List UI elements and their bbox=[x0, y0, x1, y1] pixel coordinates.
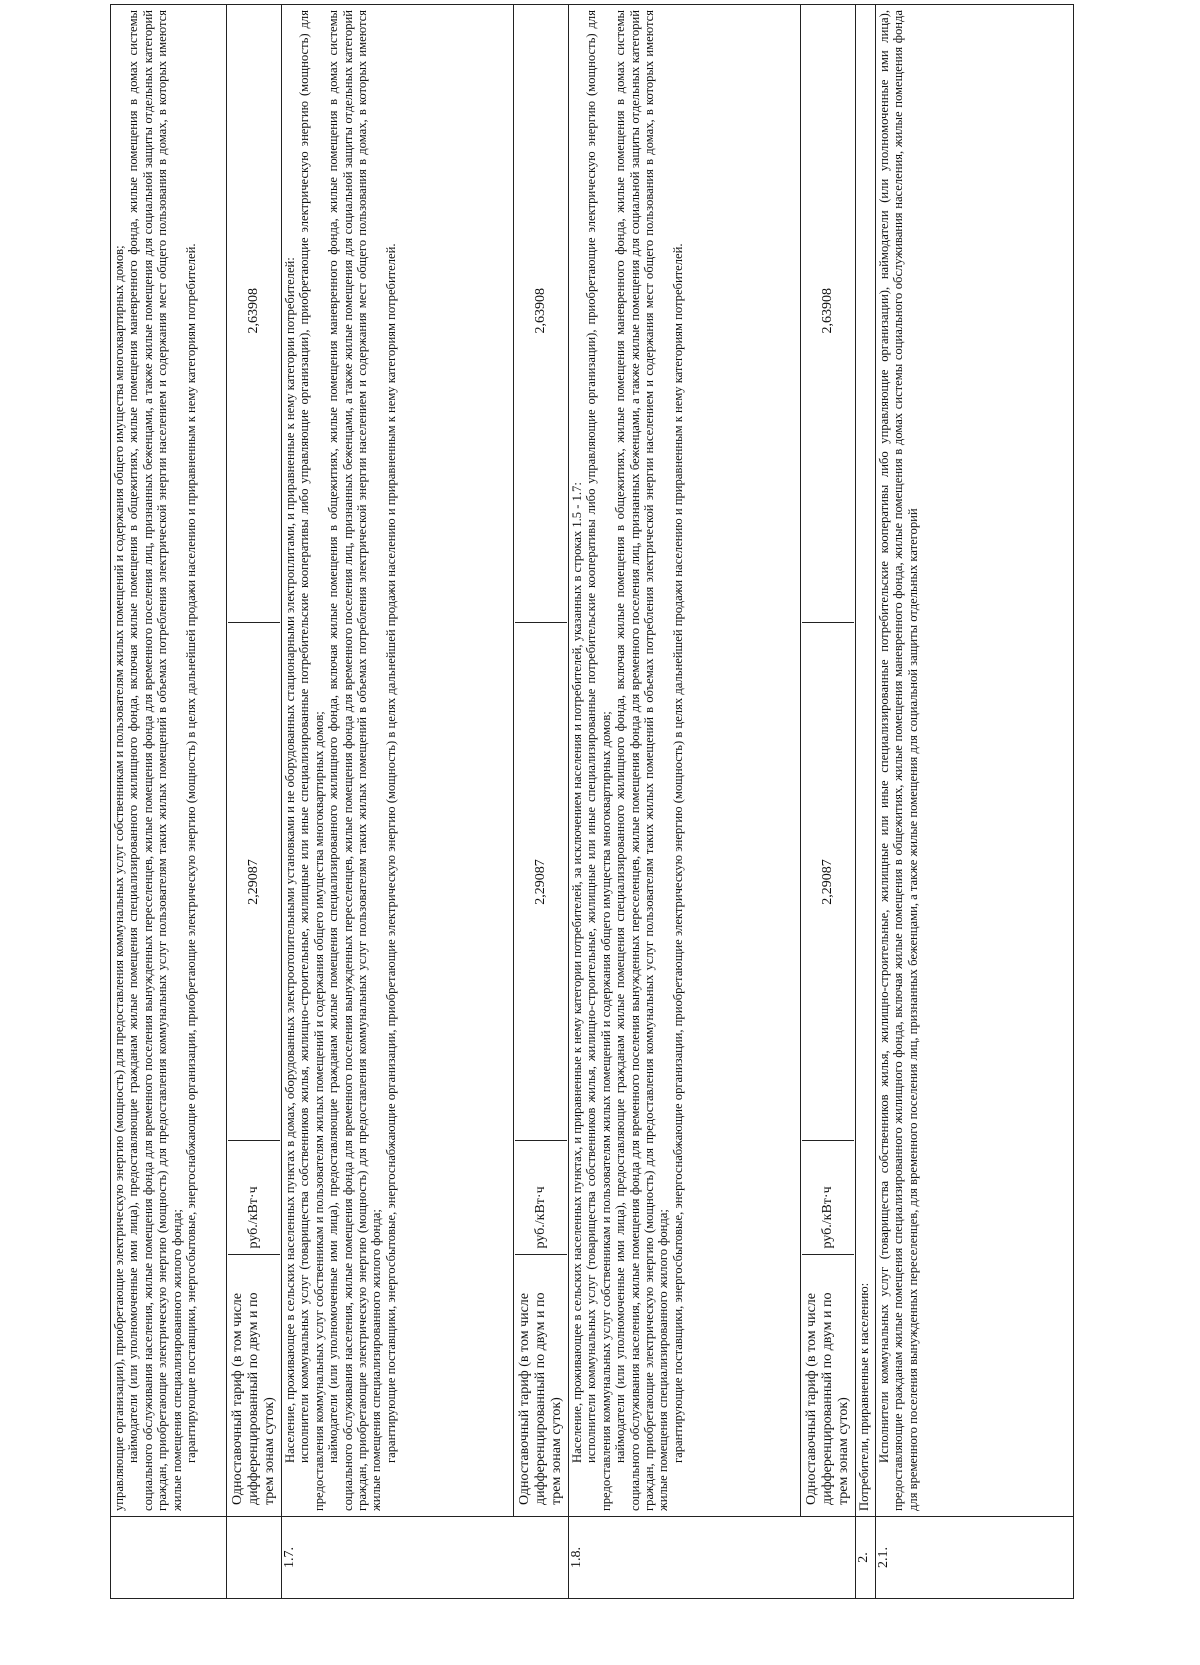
tariff-cell bbox=[801, 5, 856, 1517]
tariff-unit: руб./кВт·ч bbox=[515, 1141, 567, 1255]
tariff-value-2: 2,63908 bbox=[533, 288, 548, 334]
table-row bbox=[856, 5, 876, 1599]
paragraph-executors: исполнители коммунальных услуг (товарищества собственников жилья, жилищно-строительные, жилищные или иные специализированные потребительские кооперативы либо управляющие организации), приобретающие электрическую энергию (мощность) для предоставления коммунальных услуг собственникам и пользователям жилых помещений и содержания общего имущества многоквартирных домов; bbox=[297, 10, 326, 1511]
row-number-cell: 1.8. bbox=[569, 1517, 856, 1599]
table-row bbox=[514, 5, 569, 1599]
row-number-cell bbox=[111, 1517, 227, 1599]
table-row bbox=[282, 5, 514, 1599]
row-description-cell bbox=[282, 5, 514, 1517]
table-row bbox=[227, 5, 282, 1599]
tariff-cell bbox=[514, 5, 569, 1517]
tariff-label: Одноставочный тариф (в том числе дифференцированный по двум и по трем зонам суток) bbox=[228, 1255, 280, 1511]
paragraph-landlords: наймодатели (или уполномоченные ими лица), предоставляющие гражданам жилые помещения специализированного жилищного фонда, включая жилые помещения в общежитиях, жилые помещения маневренного фонда, жилые помещения в домах системы социального обслуживания населения, жилые помещения фонда для временного поселения вынужденных переселенцев, жилые помещения фонда для временного поселения лиц, признанных беженцами, а также жилые помещения для социальной защиты отдельных категорий граждан, приобретающие электрическую энергию (мощность) для предоставления коммунальных услуг пользователям таких жилых помещений в объемах потребления электрической энергии населением и содержания мест общего пользования в домах, в которых имеются жилые помещения специализированного жилого фонда; bbox=[126, 10, 184, 1511]
row-number-cell bbox=[227, 1517, 282, 1599]
row-description-cell bbox=[569, 5, 801, 1517]
tariff-cell bbox=[227, 5, 282, 1517]
tariff-label: Одноставочный тариф (в том числе дифференцированный по двум и по трем зонам суток) bbox=[802, 1255, 854, 1511]
row-number-cell: 2. bbox=[856, 1517, 876, 1599]
section-heading-cell: Потребители, приравненные к населению: bbox=[856, 5, 876, 1517]
table-row bbox=[569, 5, 801, 1599]
tariff-table bbox=[110, 4, 1074, 1599]
paragraph-intro: управляющие организации), приобретающие электрическую энергию (мощность) для предоставления коммунальных услуг собственникам и пользователям жилых помещений и содержания общего имущества многоквартирных домов; bbox=[112, 245, 126, 1511]
tariff-value-1: 2,29087 bbox=[515, 623, 567, 1141]
tariff-label: Одноставочный тариф (в том числе дифференцированный по двум и по трем зонам суток) bbox=[515, 1255, 567, 1511]
tariff-value-1: 2,29087 bbox=[802, 623, 854, 1141]
tariff-subtable bbox=[802, 0, 854, 1511]
tariff-subtable bbox=[515, 0, 567, 1511]
paragraph-landlords: наймодатели (или уполномоченные ими лица), предоставляющие гражданам жилые помещения специализированного жилищного фонда, включая жилые помещения в общежитиях, жилые помещения маневренного фонда, жилые помещения в домах системы социального обслуживания населения, жилые помещения фонда для временного поселения вынужденных переселенцев, жилые помещения фонда для временного поселения лиц, признанных беженцами, а также жилые помещения для социальной защиты отдельных категорий граждан, приобретающие электрическую энергию (мощность) для предоставления коммунальных услуг пользователям таких жилых помещений в объемах потребления электрической энергии населением и содержания мест общего пользования в домах, в которых имеются жилые помещения специализированного жилого фонда; bbox=[326, 10, 384, 1511]
paragraph-population: Население, проживающее в сельских населенных пунктах в домах, оборудованных электроотопительными установками и не оборудованных стационарными электроплитами, и приравненные к нему категории потребителей: bbox=[283, 257, 297, 1463]
tariff-value-2: 2,63908 bbox=[246, 288, 261, 334]
tariff-value-1: 2,29087 bbox=[228, 623, 280, 1141]
row-number-cell: 2.1. bbox=[876, 1517, 1074, 1599]
tariff-unit: руб./кВт·ч bbox=[802, 1141, 854, 1255]
row-description-cell bbox=[876, 5, 1074, 1517]
row-description-cell bbox=[111, 5, 227, 1517]
paragraph-guarantors: гарантирующие поставщики, энергосбытовые, энергоснабжающие организации, приобретающие электрическую энергию (мощность) в целях дальнейшей продажи населению и приравненным к нему категориям потребителей. bbox=[670, 243, 685, 1463]
table-row bbox=[876, 5, 1074, 1599]
tariff-value-2: 2,63908 bbox=[820, 288, 835, 334]
paragraph-population: Население, проживающее в сельских населенных пунктах, и приравненные к нему категории потребителей, за исключением населения и потребителей, указанных в строках 1.5 - 1.7: bbox=[570, 482, 584, 1463]
tariff-unit: руб./кВт·ч bbox=[228, 1141, 280, 1255]
paragraph-guarantors: гарантирующие поставщики, энергосбытовые, энергоснабжающие организации, приобретающие электрическую энергию (мощность) в целях дальнейшей продажи населению и приравненным к нему категориям потребителей. bbox=[184, 243, 199, 1463]
table-row bbox=[111, 5, 227, 1599]
paragraph-executors: исполнители коммунальных услуг (товарищества собственников жилья, жилищно-строительные, жилищные или иные специализированные потребительские кооперативы либо управляющие организации), приобретающие электрическую энергию (мощность) для предоставления коммунальных услуг собственникам и пользователям жилых помещений и содержания общего имущества многоквартирных домов; bbox=[584, 10, 613, 1511]
table-row bbox=[801, 5, 856, 1599]
tariff-subtable bbox=[228, 0, 280, 1511]
paragraph-executors: Исполнители коммунальных услуг (товарищества собственников жилья, жилищно-строительные, жилищные или иные специализированные потребительские кооперативы либо управляющие организации), наймодатели (или уполномоченные ими лица), предоставляющие гражданам жилые помещения специализированного жилищного фонда, включая жилые помещения в общежитиях, жилые помещения маневренного фонда, жилые помещения в домах системы социального обслуживания населения, жилые помещения фонда для временного поселения вынужденных переселенцев, для временного поселения лиц, признанных беженцами, а также жилые помещения для социальной защиты отдельных категорий bbox=[877, 10, 920, 1511]
row-number-cell: 1.7. bbox=[282, 1517, 569, 1599]
paragraph-guarantors: гарантирующие поставщики, энергосбытовые, энергоснабжающие организации, приобретающие электрическую энергию (мощность) в целях дальнейшей продажи населению и приравненным к нему категориям потребителей. bbox=[383, 243, 398, 1463]
paragraph-landlords: наймодатели (или уполномоченные ими лица), предоставляющие гражданам жилые помещения специализированного жилищного фонда, включая жилые помещения в общежитиях, жилые помещения маневренного фонда, жилые помещения в домах системы социального обслуживания населения, жилые помещения фонда для временного поселения вынужденных переселенцев, жилые помещения фонда для временного поселения лиц, признанных беженцами, а также жилые помещения для социальной защиты отдельных категорий граждан, приобретающие электрическую энергию (мощность) для предоставления коммунальных услуг пользователям таких жилых помещений в объемах потребления электрической энергии населением и содержания мест общего пользования в домах, в которых имеются жилые помещения специализированного жилого фонда; bbox=[613, 10, 671, 1511]
